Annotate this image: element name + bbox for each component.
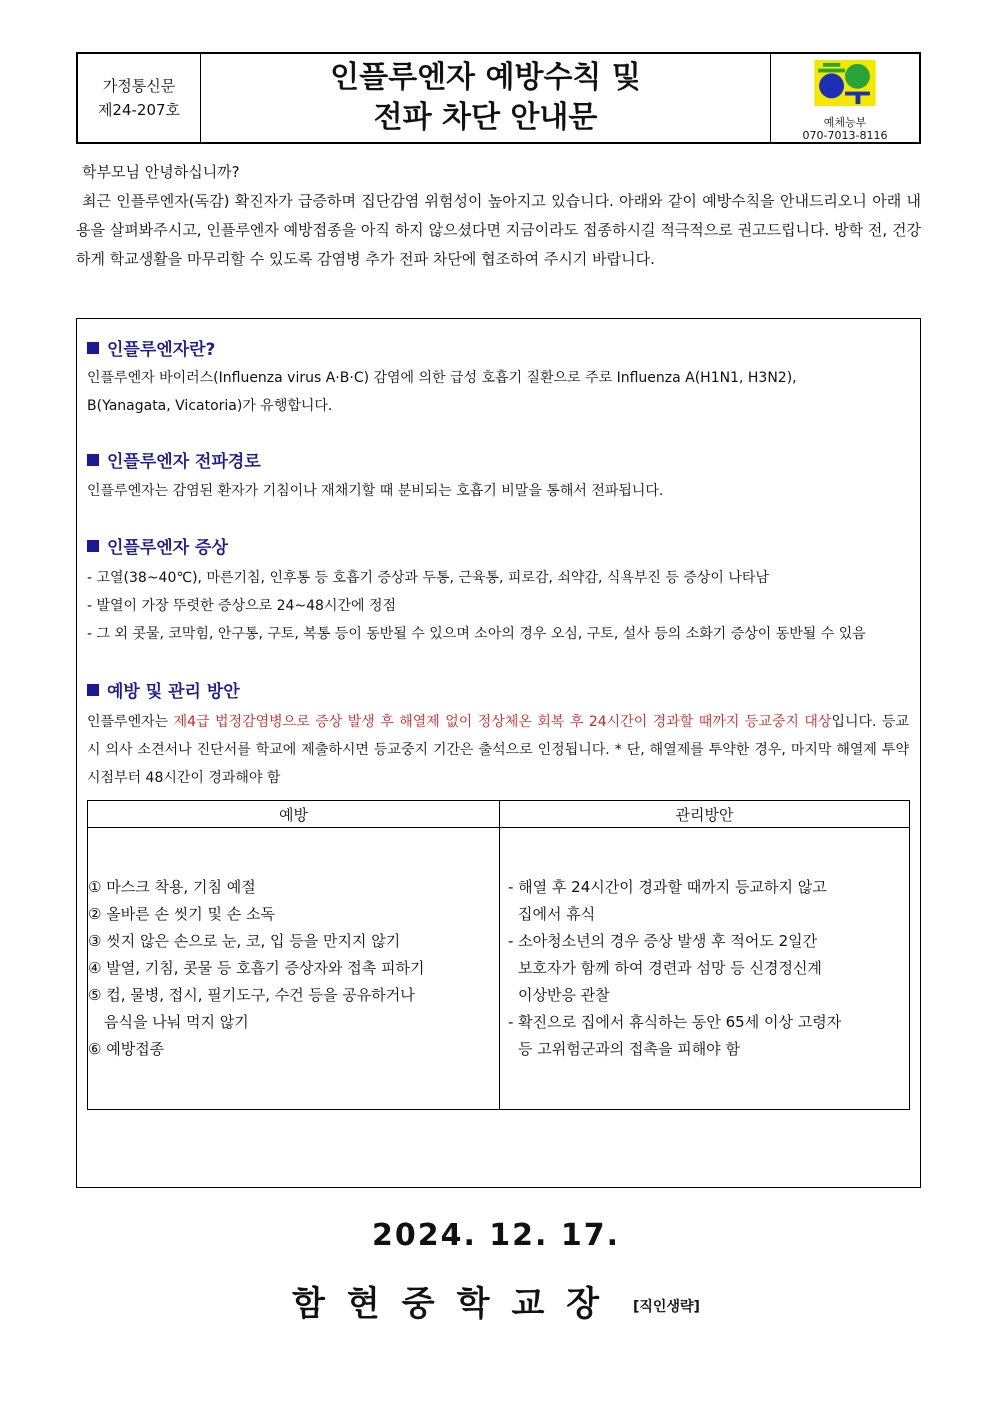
section-title-what: 인플루엔자란? (87, 339, 215, 361)
list-item: ⑤ 컵, 물병, 접시, 필기도구, 수건 등을 공유하거나 (88, 986, 415, 1004)
list-item: 음식을 나눠 먹지 않기 (104, 1013, 249, 1031)
prevention-table (87, 800, 910, 1110)
section-title-prevention: 예방 및 관리 방안 (87, 681, 240, 703)
section-text-symptoms (87, 564, 909, 648)
section-text-what: 인플루엔자 바이러스(Influenza virus A·B·C) 감염에 의한 급성 호흡기 질환으로 주로 Influenza A(H1N1, H3N2), B(Yanagata, Vicatoria)가 유행합니다. (87, 370, 797, 414)
square-bullet-icon (87, 684, 99, 696)
square-bullet-icon (87, 342, 99, 354)
management-list-cell (500, 828, 910, 1110)
highlight-text: 제4급 법정감염병으로 증상 발생 후 해열제 없이 정상체온 회복 후 24시간이 경과할 때까지 등교중지 대상 (173, 714, 832, 730)
symptom-item: - 고열(38~40℃), 마른기침, 인후통 등 호흡기 증상과 두통, 근육통, 피로감, 쇠약감, 식욕부진 등 증상이 나타남 (87, 570, 769, 586)
document-header (76, 52, 921, 144)
doc-info (78, 54, 201, 142)
seal-note: [직인생략] (633, 1299, 700, 1315)
doc-number: 제24-207호 (97, 101, 181, 119)
list-item: - 소아청소년의 경우 증상 발생 후 적어도 2일간 (508, 932, 818, 950)
list-item: ④ 발열, 기침, 콧물 등 호흡기 증상자와 접촉 피하기 (88, 959, 425, 977)
signature-line (0, 1276, 992, 1325)
prevention-list-cell (88, 828, 500, 1110)
list-item: ② 올바른 손 씻기 및 손 소독 (88, 905, 275, 923)
list-item: - 확진으로 집에서 휴식하는 동안 65세 이상 고령자 (508, 1013, 842, 1031)
page-title (201, 54, 771, 142)
intro-body: 최근 인플루엔자(독감) 확진자가 급증하며 집단감염 위험성이 높아지고 있습니다. 아래와 같이 예방수칙을 안내드리오니 아래 내용을 살펴봐주시고, 인플루엔자 예방접종을 아직 하지 않으셨다면 지금이라도 접종하시길 적극적으로 권고드립니다. 방학 전, 건강하게 학교생활을 마무리할 수 있도록 감염병 추가 전파 차단에 협조하여 주시기 바랍니다. (76, 192, 921, 268)
section-text-route: 인플루엔자는 감염된 환자가 기침이나 재채기할 때 분비되는 호흡기 비말을 통해서 전파됩니다. (87, 483, 664, 499)
symptom-item: - 발열이 가장 뚜렷한 증상으로 24~48시간에 정점 (87, 598, 397, 614)
info-box (76, 318, 921, 1188)
department: 예체능부 (823, 116, 867, 129)
section-text-prevention: 인플루엔자는 제4급 법정감염병으로 증상 발생 후 해열제 없이 정상체온 회복 후 24시간이 경과할 때까지 등교중지 대상입니다. 등교 시 의사 소견서나 진단서를 학교에 제출하시면 등교중지 기간은 출석으로 인정됩니다. * 단, 해열제를 투약한 경우, 마지막 해열제 투약 시점부터 48시간이 경과해야 함 (87, 714, 909, 786)
list-item: - 해열 후 24시간이 경과할 때까지 등교하지 않고 (508, 878, 827, 896)
issue-date: 2024. 12. 17. (371, 1218, 621, 1253)
square-bullet-icon (87, 540, 99, 552)
section-title-route: 인플루엔자 전파경로 (87, 451, 261, 473)
list-item: ⑥ 예방접종 (88, 1040, 165, 1058)
section-title-symptoms: 인플루엔자 증상 (87, 537, 228, 559)
square-bullet-icon (87, 454, 99, 466)
title-line2: 전파 차단 안내문 (373, 100, 598, 135)
intro-text (76, 158, 921, 274)
list-item: ③ 씻지 않은 손으로 눈, 코, 입 등을 만지지 않기 (88, 932, 401, 950)
list-item: 이상반응 관찰 (518, 986, 610, 1004)
title-line1: 인플루엔자 예방수칙 및 (330, 60, 641, 95)
signer-name: 함현중학교장 (292, 1284, 622, 1324)
school-logo (813, 60, 877, 106)
phone-number: 070-7013-8116 (802, 129, 888, 142)
list-item: 보호자가 함께 하여 경련과 섬망 등 신경정신계 (518, 959, 822, 977)
table-header-prevention: 예방 (88, 801, 500, 828)
greeting: 학부모님 안녕하십니까? (82, 163, 240, 181)
symptom-item: - 그 외 콧물, 코막힘, 안구통, 구토, 복통 등이 동반될 수 있으며 소아의 경우 오심, 구토, 설사 등의 소화기 증상이 동반될 수 있음 (87, 626, 866, 642)
table-header-management: 관리방안 (500, 801, 910, 828)
school-logo-block (771, 54, 919, 142)
list-item: ① 마스크 착용, 기침 예절 (88, 878, 256, 896)
list-item: 등 고위험군과의 접촉을 피해야 함 (518, 1040, 740, 1058)
list-item: 집에서 휴식 (518, 905, 596, 923)
doc-type: 가정통신문 (102, 77, 176, 95)
